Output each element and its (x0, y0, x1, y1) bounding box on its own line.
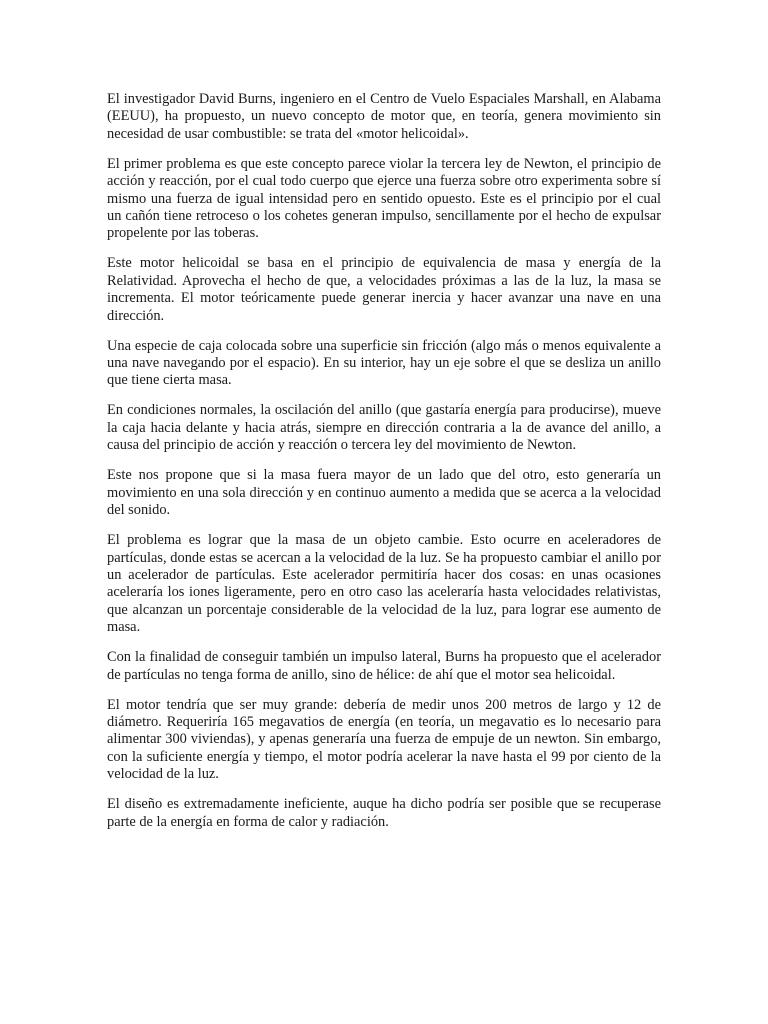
paragraph: Este motor helicoidal se basa en el principio de equivalencia de masa y energía de la Relatividad. Aprovecha el hecho de que, a velocidades próximas a las de la luz, la masa se incrementa. El motor teóricamente puede generar inercia y hacer avanzar una nave en una dirección. (107, 255, 661, 324)
document-body (107, 91, 661, 844)
paragraph: Una especie de caja colocada sobre una superficie sin fricción (algo más o menos equivalente a una nave navegando por el espacio). En su interior, hay un eje sobre el que se desliza un anillo que tiene cierta masa. (107, 337, 661, 389)
paragraph: El diseño es extremadamente ineficiente, auque ha dicho podría ser posible que se recuperase parte de la energía en forma de calor y radiación. (107, 796, 661, 830)
paragraph: Con la finalidad de conseguir también un impulso lateral, Burns ha propuesto que el acelerador de partículas no tenga forma de anillo, sino de hélice: de ahí que el motor sea helicoidal. (107, 649, 661, 683)
paragraph: El problema es lograr que la masa de un objeto cambie. Esto ocurre en aceleradores de partículas, donde estas se acercan a la velocidad de la luz. Se ha propuesto cambiar el anillo por un acelerador de partículas. Este acelerador permitiría hacer dos cosas: en unas ocasiones aceleraría los iones ligeramente, pero en otro caso las aceleraría hasta velocidades relativistas, que alcanzan un porcentaje considerable de la velocidad de la luz, para lograr ese aumento de masa. (107, 532, 661, 636)
paragraph: El primer problema es que este concepto parece violar la tercera ley de Newton, el principio de acción y reacción, por el cual todo cuerpo que ejerce una fuerza sobre otro experimenta sobre sí mismo una fuerza de igual intensidad pero en sentido opuesto. Este es el principio por el cual un cañón tiene retroceso o los cohetes generan impulso, sencillamente por el hecho de expulsar propelente por las toberas. (107, 155, 661, 242)
paragraph: Este nos propone que si la masa fuera mayor de un lado que del otro, esto generaría un movimiento en una sola dirección y en continuo aumento a medida que se acerca a la velocidad del sonido. (107, 467, 661, 519)
paragraph: El investigador David Burns, ingeniero en el Centro de Vuelo Espaciales Marshall, en Alabama (EEUU), ha propuesto, un nuevo concepto de motor que, en teoría, genera movimiento sin necesidad de usar combustible: se trata del «motor helicoidal». (107, 91, 661, 142)
paragraph: En condiciones normales, la oscilación del anillo (que gastaría energía para producirse), mueve la caja hacia delante y hacia atrás, siempre en dirección contraria a la de avance del anillo, a causa del principio de acción y reacción o tercera ley del movimiento de Newton. (107, 402, 661, 454)
paragraph: El motor tendría que ser muy grande: debería de medir unos 200 metros de largo y 12 de diámetro. Requeriría 165 megavatios de energía (en teoría, un megavatio es lo necesario para alimentar 300 viviendas), y apenas generaría una fuerza de empuje de un newton. Sin embargo, con la suficiente energía y tiempo, el motor podría acelerar la nave hasta el 99 por ciento de la velocidad de la luz. (107, 696, 661, 783)
